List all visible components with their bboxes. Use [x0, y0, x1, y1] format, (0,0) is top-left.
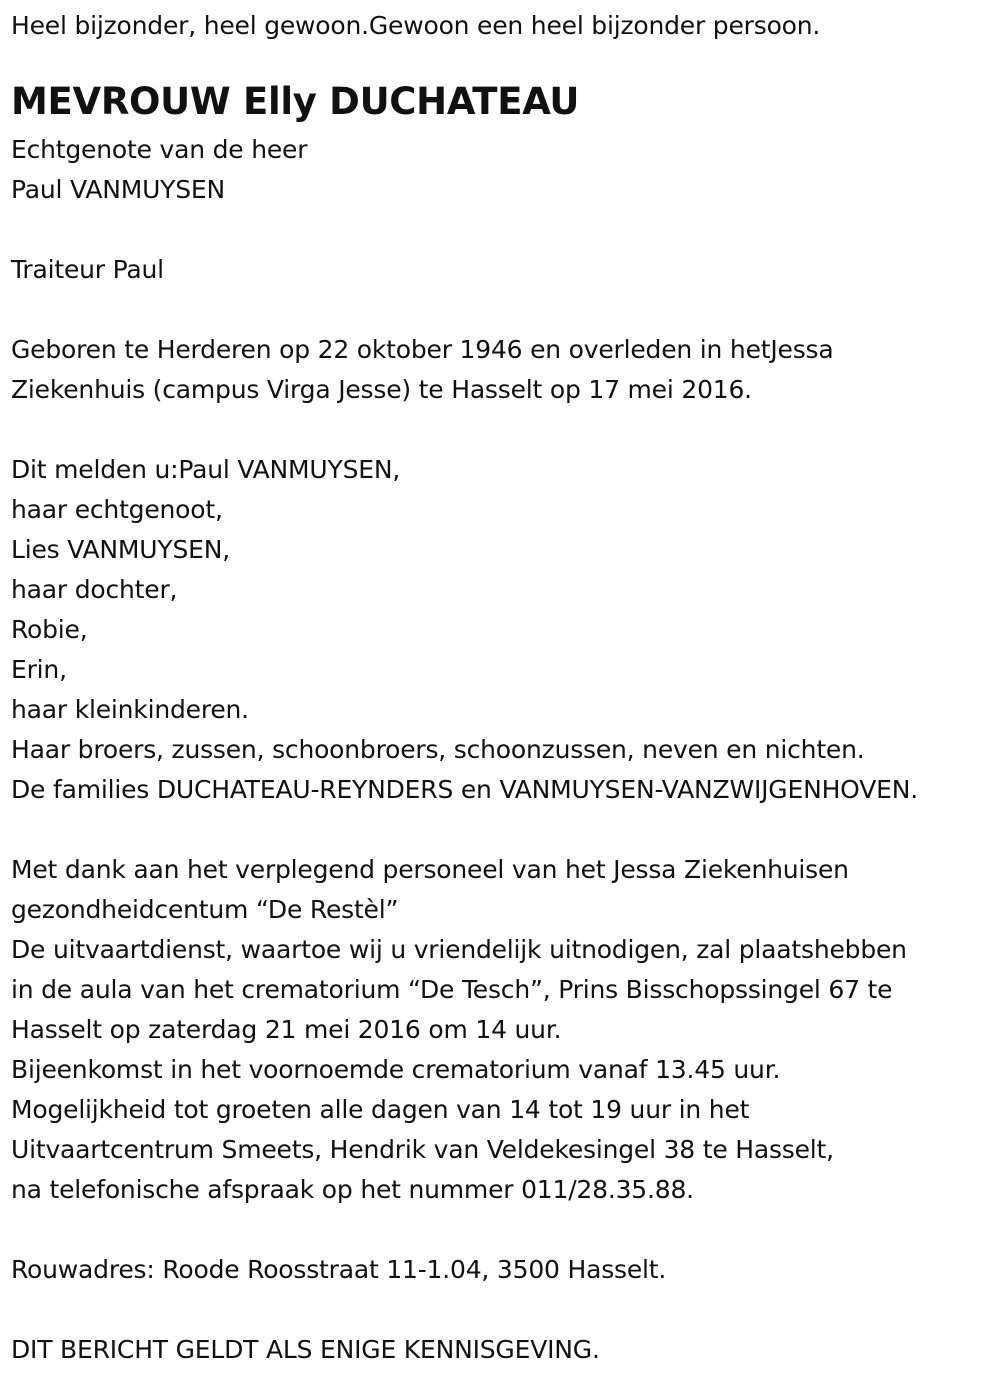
spacer [11, 290, 996, 330]
family-list [11, 450, 996, 810]
detail-line: in de aula van het crematorium “De Tesch”, Prins Bisschopssingel 67 te [11, 975, 893, 1004]
business-name: Traiteur Paul [11, 255, 164, 284]
spouse-line-2: Paul VANMUYSEN [11, 175, 226, 204]
spacer [11, 1210, 996, 1250]
family-line: Lies VANMUYSEN, [11, 535, 230, 564]
family-line: haar dochter, [11, 575, 178, 604]
family-line: haar kleinkinderen. [11, 695, 249, 724]
spacer [11, 1290, 996, 1330]
mourning-address: Rouwadres: Roode Roosstraat 11-1.04, 3500 Hasselt. [11, 1255, 667, 1284]
detail-line: gezondheidcentum “De Restèl” [11, 895, 399, 924]
closing-statement: DIT BERICHT GELDT ALS ENIGE KENNISGEVING. [11, 1335, 600, 1364]
family-line: De families DUCHATEAU-REYNDERS en VANMUYSEN-VANZWIJGENHOVEN. [11, 775, 918, 804]
birth-death-line-1: Geboren te Herderen op 22 oktober 1946 en overleden in hetJessa [11, 335, 834, 364]
detail-line: Bijeenkomst in het voornoemde crematorium vanaf 13.45 uur. [11, 1055, 781, 1084]
detail-line: Mogelijkheid tot groeten alle dagen van 14 tot 19 uur in het [11, 1095, 750, 1124]
spacer [11, 410, 996, 450]
detail-line: Met dank aan het verplegend personeel van het Jessa Ziekenhuisen [11, 855, 849, 884]
birth-death-line-2: Ziekenhuis (campus Virga Jesse) te Hasselt op 17 mei 2016. [11, 375, 752, 404]
detail-line: De uitvaartdienst, waartoe wij u vriendelijk uitnodigen, zal plaatshebben [11, 935, 907, 964]
detail-line: Uitvaartcentrum Smeets, Hendrik van Veldekesingel 38 te Hasselt, [11, 1135, 834, 1164]
spouse-line-1: Echtgenote van de heer [11, 135, 308, 164]
service-details [11, 850, 996, 1210]
spacer [11, 210, 996, 250]
deceased-name: MEVROUW Elly DUCHATEAU [11, 80, 580, 123]
motto: Heel bijzonder, heel gewoon.Gewoon een heel bijzonder persoon. [11, 11, 821, 40]
family-line: Erin, [11, 655, 67, 684]
family-line: Dit melden u:Paul VANMUYSEN, [11, 455, 401, 484]
family-line: haar echtgenoot, [11, 495, 223, 524]
family-line: Haar broers, zussen, schoonbroers, schoonzussen, neven en nichten. [11, 735, 865, 764]
detail-line: Hasselt op zaterdag 21 mei 2016 om 14 uur. [11, 1015, 562, 1044]
death-notice [11, 0, 996, 1370]
spacer [11, 810, 996, 850]
detail-line: na telefonische afspraak op het nummer 011/28.35.88. [11, 1175, 694, 1204]
family-line: Robie, [11, 615, 88, 644]
